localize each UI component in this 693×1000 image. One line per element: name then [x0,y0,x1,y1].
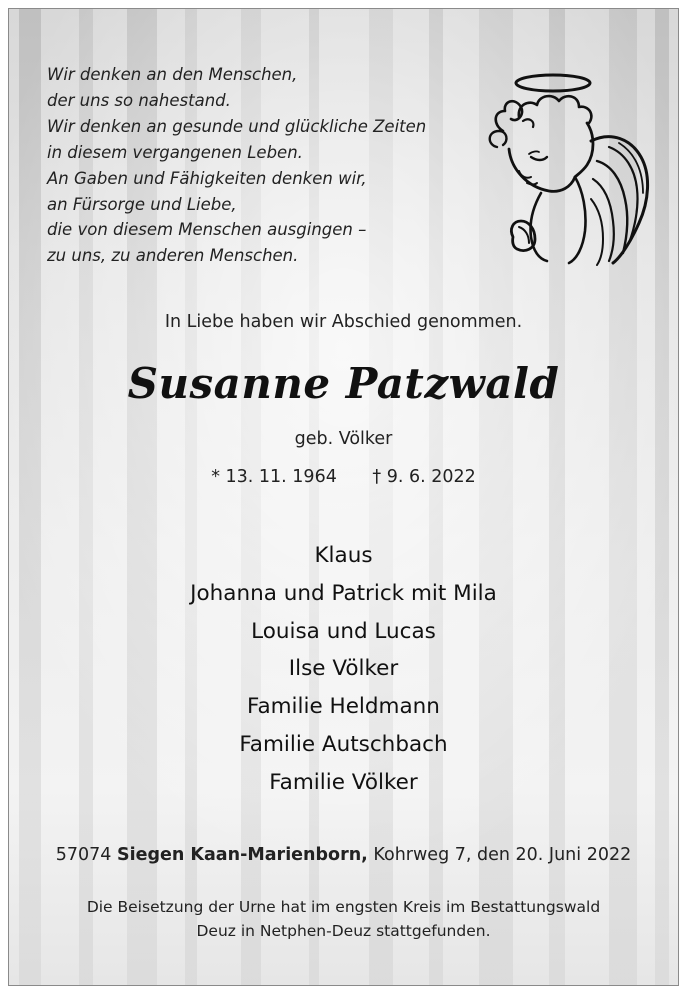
notice-line: Deuz in Netphen-Deuz stattgefunden. [196,922,491,940]
mourners-list [9,537,678,802]
mourner-item: Familie Heldmann [247,694,440,720]
poem-line: An Gaben und Fähigkeiten denken wir, [47,168,367,188]
mourner-item: Louisa und Lucas [251,618,436,644]
birth-name: geb. Völker [294,429,393,449]
city: Siegen Kaan-Marienborn, [117,845,368,865]
praying-angel-icon [479,61,659,266]
life-dates [9,467,678,487]
poem-line: in diesem vergangenen Leben. [47,142,303,162]
poem-line: Wir denken an gesunde und glückliche Zeiten [47,116,427,136]
poem-line: Wir denken an den Menschen, [47,65,298,84]
mourner-item: Familie Autschbach [239,731,448,757]
mourner-item: Klaus [314,543,373,568]
postcode: 57074 [55,845,112,865]
farewell-intro: In Liebe haben wir Abschied genommen. [164,312,523,332]
address-line [9,845,678,865]
birth-date: * 13. 11. 1964 [211,467,337,487]
street-and-date: Kohrweg 7, den 20. Juni 2022 [373,845,632,865]
mourner-item: Familie Völker [269,769,418,795]
burial-notice [9,895,678,943]
mourner-item: Johanna und Patrick mit Mila [190,580,497,606]
poem-line: an Fürsorge und Liebe, [47,194,237,214]
poem-line: der uns so nahestand. [47,90,231,110]
deceased-name: Susanne Patzwald [127,359,560,408]
obituary-card [8,8,679,986]
poem-line: die von diesem Menschen ausgingen – [47,220,367,240]
death-date: † 9. 6. 2022 [372,467,476,487]
poem [47,62,467,269]
notice-line: Die Beisetzung der Urne hat im engsten Kreis im Bestattungswald [86,898,601,916]
mourner-item: Ilse Völker [288,656,399,682]
poem-line: zu uns, zu anderen Menschen. [47,246,299,266]
